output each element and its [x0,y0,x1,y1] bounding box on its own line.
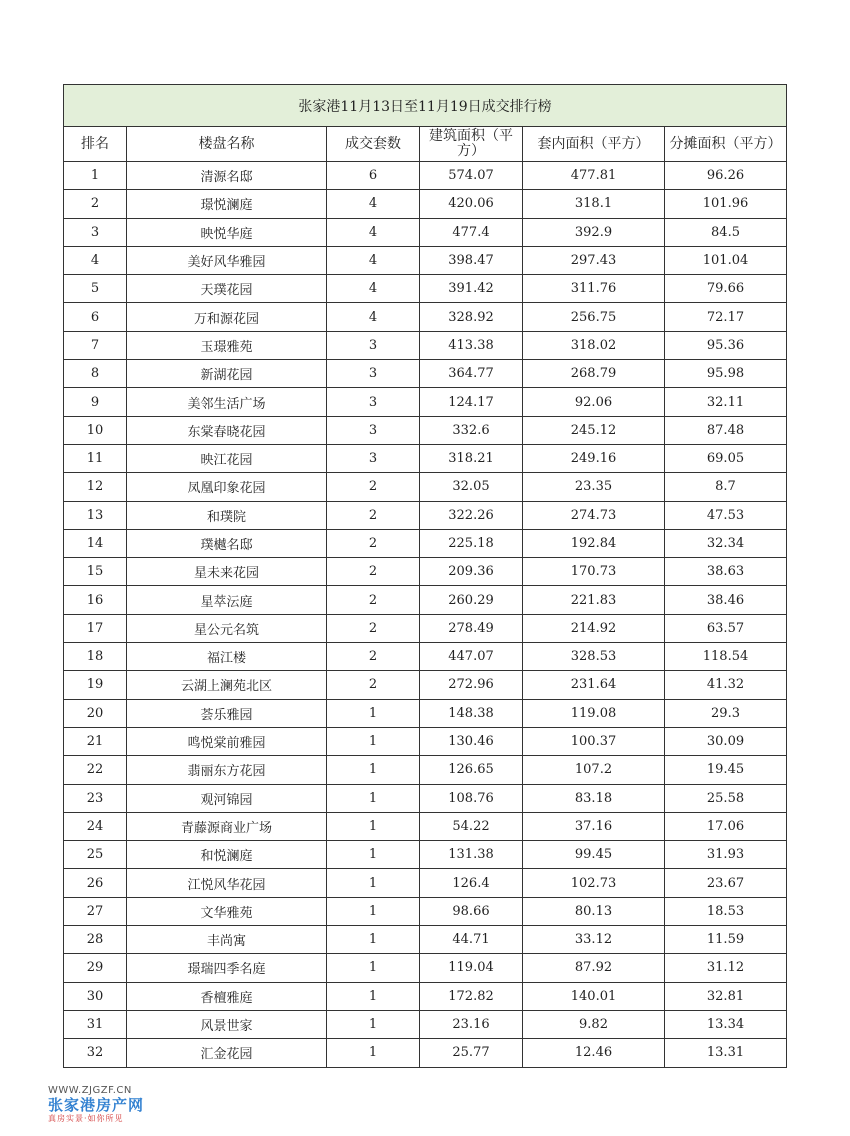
cell-units-sold: 1 [327,954,420,982]
cell-rank: 25 [64,841,127,869]
cell-shared-area: 95.98 [665,360,787,388]
cell-rank: 13 [64,501,127,529]
table-row [64,416,787,444]
cell-units-sold: 4 [327,246,420,274]
cell-rank: 17 [64,614,127,642]
cell-rank: 3 [64,218,127,246]
cell-rank: 23 [64,784,127,812]
table-row [64,190,787,218]
cell-project-name: 璟悦澜庭 [127,190,327,218]
table-row [64,275,787,303]
table-row [64,360,787,388]
cell-inner-area: 119.08 [523,699,665,727]
cell-inner-area: 249.16 [523,444,665,472]
cell-shared-area: 19.45 [665,756,787,784]
table-row [64,303,787,331]
table-title: 张家港11月13日至11月19日成交排行榜 [64,85,787,127]
cell-project-name: 凤凰印象花园 [127,473,327,501]
cell-building-area: 54.22 [420,812,523,840]
cell-shared-area: 69.05 [665,444,787,472]
cell-building-area: 413.38 [420,331,523,359]
cell-units-sold: 2 [327,671,420,699]
cell-building-area: 272.96 [420,671,523,699]
table-row [64,218,787,246]
cell-shared-area: 18.53 [665,897,787,925]
cell-project-name: 和璞院 [127,501,327,529]
cell-inner-area: 102.73 [523,869,665,897]
cell-inner-area: 318.1 [523,190,665,218]
cell-inner-area: 231.64 [523,671,665,699]
cell-rank: 32 [64,1039,127,1067]
cell-rank: 31 [64,1010,127,1038]
cell-project-name: 云湖上澜苑北区 [127,671,327,699]
cell-project-name: 青藤源商业广场 [127,812,327,840]
cell-shared-area: 25.58 [665,784,787,812]
cell-inner-area: 311.76 [523,275,665,303]
cell-rank: 10 [64,416,127,444]
cell-units-sold: 1 [327,784,420,812]
cell-inner-area: 328.53 [523,643,665,671]
cell-rank: 4 [64,246,127,274]
header-project-name: 楼盘名称 [127,127,327,162]
cell-inner-area: 477.81 [523,162,665,190]
cell-inner-area: 83.18 [523,784,665,812]
watermark-slogan: 真房实景·如你所见 [48,1114,124,1123]
cell-rank: 15 [64,558,127,586]
table-row [64,614,787,642]
cell-inner-area: 170.73 [523,558,665,586]
cell-building-area: 32.05 [420,473,523,501]
cell-rank: 5 [64,275,127,303]
header-inner-area: 套内面积（平方） [523,127,665,162]
cell-inner-area: 318.02 [523,331,665,359]
cell-inner-area: 23.35 [523,473,665,501]
header-row [64,127,787,162]
cell-shared-area: 101.96 [665,190,787,218]
cell-units-sold: 4 [327,303,420,331]
cell-building-area: 148.38 [420,699,523,727]
cell-shared-area: 29.3 [665,699,787,727]
cell-project-name: 映江花园 [127,444,327,472]
cell-rank: 14 [64,529,127,557]
cell-rank: 12 [64,473,127,501]
watermark-brand: 张家港房产网 [48,1096,145,1114]
cell-shared-area: 101.04 [665,246,787,274]
cell-units-sold: 3 [327,388,420,416]
cell-rank: 6 [64,303,127,331]
table-row [64,643,787,671]
cell-building-area: 332.6 [420,416,523,444]
cell-units-sold: 1 [327,1010,420,1038]
table-row [64,841,787,869]
cell-units-sold: 1 [327,897,420,925]
cell-rank: 29 [64,954,127,982]
cell-shared-area: 96.26 [665,162,787,190]
cell-inner-area: 12.46 [523,1039,665,1067]
cell-shared-area: 13.34 [665,1010,787,1038]
cell-units-sold: 2 [327,529,420,557]
cell-building-area: 126.4 [420,869,523,897]
table-row [64,529,787,557]
cell-units-sold: 3 [327,444,420,472]
cell-project-name: 璞樾名邸 [127,529,327,557]
cell-rank: 8 [64,360,127,388]
cell-inner-area: 87.92 [523,954,665,982]
cell-shared-area: 8.7 [665,473,787,501]
cell-project-name: 和悦澜庭 [127,841,327,869]
cell-shared-area: 38.46 [665,586,787,614]
cell-building-area: 126.65 [420,756,523,784]
cell-project-name: 星未来花园 [127,558,327,586]
cell-rank: 1 [64,162,127,190]
cell-inner-area: 9.82 [523,1010,665,1038]
cell-units-sold: 2 [327,473,420,501]
cell-project-name: 江悦风华花园 [127,869,327,897]
cell-rank: 2 [64,190,127,218]
cell-rank: 18 [64,643,127,671]
cell-project-name: 东棠春晓花园 [127,416,327,444]
cell-rank: 21 [64,727,127,755]
table-body [64,162,787,1068]
cell-project-name: 天璞花园 [127,275,327,303]
table-row [64,1010,787,1038]
table-row [64,897,787,925]
cell-inner-area: 297.43 [523,246,665,274]
cell-shared-area: 32.34 [665,529,787,557]
cell-rank: 24 [64,812,127,840]
table-row [64,784,787,812]
cell-rank: 7 [64,331,127,359]
cell-rank: 19 [64,671,127,699]
cell-shared-area: 41.32 [665,671,787,699]
cell-building-area: 98.66 [420,897,523,925]
table-row [64,586,787,614]
cell-shared-area: 32.81 [665,982,787,1010]
cell-building-area: 44.71 [420,926,523,954]
cell-units-sold: 2 [327,586,420,614]
cell-shared-area: 23.67 [665,869,787,897]
cell-shared-area: 13.31 [665,1039,787,1067]
cell-project-name: 璟瑞四季名庭 [127,954,327,982]
cell-project-name: 观河锦园 [127,784,327,812]
cell-inner-area: 37.16 [523,812,665,840]
cell-rank: 30 [64,982,127,1010]
table-row [64,444,787,472]
cell-inner-area: 140.01 [523,982,665,1010]
table-row [64,671,787,699]
cell-units-sold: 1 [327,699,420,727]
cell-project-name: 福江楼 [127,643,327,671]
cell-building-area: 328.92 [420,303,523,331]
cell-building-area: 278.49 [420,614,523,642]
cell-building-area: 119.04 [420,954,523,982]
table-row [64,699,787,727]
cell-units-sold: 1 [327,926,420,954]
cell-units-sold: 4 [327,190,420,218]
cell-units-sold: 3 [327,416,420,444]
cell-shared-area: 31.12 [665,954,787,982]
cell-project-name: 新湖花园 [127,360,327,388]
cell-units-sold: 1 [327,869,420,897]
cell-units-sold: 2 [327,558,420,586]
cell-building-area: 260.29 [420,586,523,614]
cell-building-area: 447.07 [420,643,523,671]
cell-shared-area: 17.06 [665,812,787,840]
table-row [64,558,787,586]
header-units-sold: 成交套数 [327,127,420,162]
cell-building-area: 23.16 [420,1010,523,1038]
cell-project-name: 万和源花园 [127,303,327,331]
table-row [64,727,787,755]
cell-shared-area: 95.36 [665,331,787,359]
cell-rank: 20 [64,699,127,727]
cell-inner-area: 192.84 [523,529,665,557]
cell-rank: 11 [64,444,127,472]
cell-units-sold: 1 [327,812,420,840]
cell-building-area: 574.07 [420,162,523,190]
cell-project-name: 清源名邸 [127,162,327,190]
cell-rank: 22 [64,756,127,784]
cell-shared-area: 79.66 [665,275,787,303]
cell-units-sold: 1 [327,841,420,869]
cell-units-sold: 1 [327,756,420,784]
cell-inner-area: 99.45 [523,841,665,869]
cell-inner-area: 245.12 [523,416,665,444]
cell-inner-area: 274.73 [523,501,665,529]
cell-shared-area: 47.53 [665,501,787,529]
cell-project-name: 美好风华雅园 [127,246,327,274]
cell-rank: 9 [64,388,127,416]
table-row [64,926,787,954]
cell-building-area: 108.76 [420,784,523,812]
table-row [64,388,787,416]
cell-units-sold: 2 [327,614,420,642]
cell-inner-area: 33.12 [523,926,665,954]
table-row [64,982,787,1010]
cell-rank: 26 [64,869,127,897]
cell-inner-area: 107.2 [523,756,665,784]
cell-rank: 16 [64,586,127,614]
cell-building-area: 130.46 [420,727,523,755]
cell-building-area: 322.26 [420,501,523,529]
cell-building-area: 318.21 [420,444,523,472]
cell-project-name: 鸣悦棠前雅园 [127,727,327,755]
cell-units-sold: 2 [327,643,420,671]
watermark-url: WWW.ZJGZF.CN [48,1085,132,1096]
cell-shared-area: 118.54 [665,643,787,671]
cell-units-sold: 6 [327,162,420,190]
cell-project-name: 美邻生活广场 [127,388,327,416]
table-row [64,756,787,784]
cell-project-name: 丰尚寓 [127,926,327,954]
cell-inner-area: 80.13 [523,897,665,925]
cell-building-area: 398.47 [420,246,523,274]
cell-project-name: 翡丽东方花园 [127,756,327,784]
cell-shared-area: 32.11 [665,388,787,416]
site-watermark [48,1085,178,1124]
cell-project-name: 玉璟雅苑 [127,331,327,359]
cell-inner-area: 392.9 [523,218,665,246]
cell-building-area: 209.36 [420,558,523,586]
header-building-area: 建筑面积（平方） [420,127,523,162]
cell-building-area: 124.17 [420,388,523,416]
cell-shared-area: 87.48 [665,416,787,444]
cell-rank: 28 [64,926,127,954]
cell-project-name: 星公元名筑 [127,614,327,642]
cell-inner-area: 92.06 [523,388,665,416]
table-row [64,246,787,274]
cell-inner-area: 221.83 [523,586,665,614]
cell-building-area: 25.77 [420,1039,523,1067]
cell-units-sold: 1 [327,982,420,1010]
table-row [64,473,787,501]
table-row [64,954,787,982]
table-row [64,331,787,359]
cell-units-sold: 1 [327,1039,420,1067]
cell-shared-area: 84.5 [665,218,787,246]
cell-building-area: 477.4 [420,218,523,246]
cell-shared-area: 63.57 [665,614,787,642]
cell-units-sold: 4 [327,218,420,246]
cell-shared-area: 31.93 [665,841,787,869]
cell-project-name: 星萃沄庭 [127,586,327,614]
header-rank: 排名 [64,127,127,162]
cell-shared-area: 38.63 [665,558,787,586]
cell-building-area: 364.77 [420,360,523,388]
cell-shared-area: 11.59 [665,926,787,954]
cell-inner-area: 214.92 [523,614,665,642]
cell-inner-area: 268.79 [523,360,665,388]
title-row [64,85,787,127]
cell-units-sold: 4 [327,275,420,303]
cell-project-name: 映悦华庭 [127,218,327,246]
cell-building-area: 391.42 [420,275,523,303]
table-row [64,1039,787,1067]
cell-building-area: 225.18 [420,529,523,557]
cell-project-name: 汇金花园 [127,1039,327,1067]
cell-units-sold: 1 [327,727,420,755]
table-row [64,869,787,897]
cell-shared-area: 30.09 [665,727,787,755]
cell-project-name: 香檀雅庭 [127,982,327,1010]
cell-rank: 27 [64,897,127,925]
cell-inner-area: 100.37 [523,727,665,755]
cell-building-area: 131.38 [420,841,523,869]
cell-building-area: 420.06 [420,190,523,218]
cell-inner-area: 256.75 [523,303,665,331]
cell-project-name: 文华雅苑 [127,897,327,925]
cell-project-name: 荟乐雅园 [127,699,327,727]
table-row [64,812,787,840]
cell-units-sold: 3 [327,360,420,388]
table-row [64,501,787,529]
header-shared-area: 分摊面积（平方） [665,127,787,162]
cell-units-sold: 2 [327,501,420,529]
cell-units-sold: 3 [327,331,420,359]
cell-shared-area: 72.17 [665,303,787,331]
cell-project-name: 风景世家 [127,1010,327,1038]
cell-building-area: 172.82 [420,982,523,1010]
ranking-table [63,84,787,1068]
table-row [64,162,787,190]
